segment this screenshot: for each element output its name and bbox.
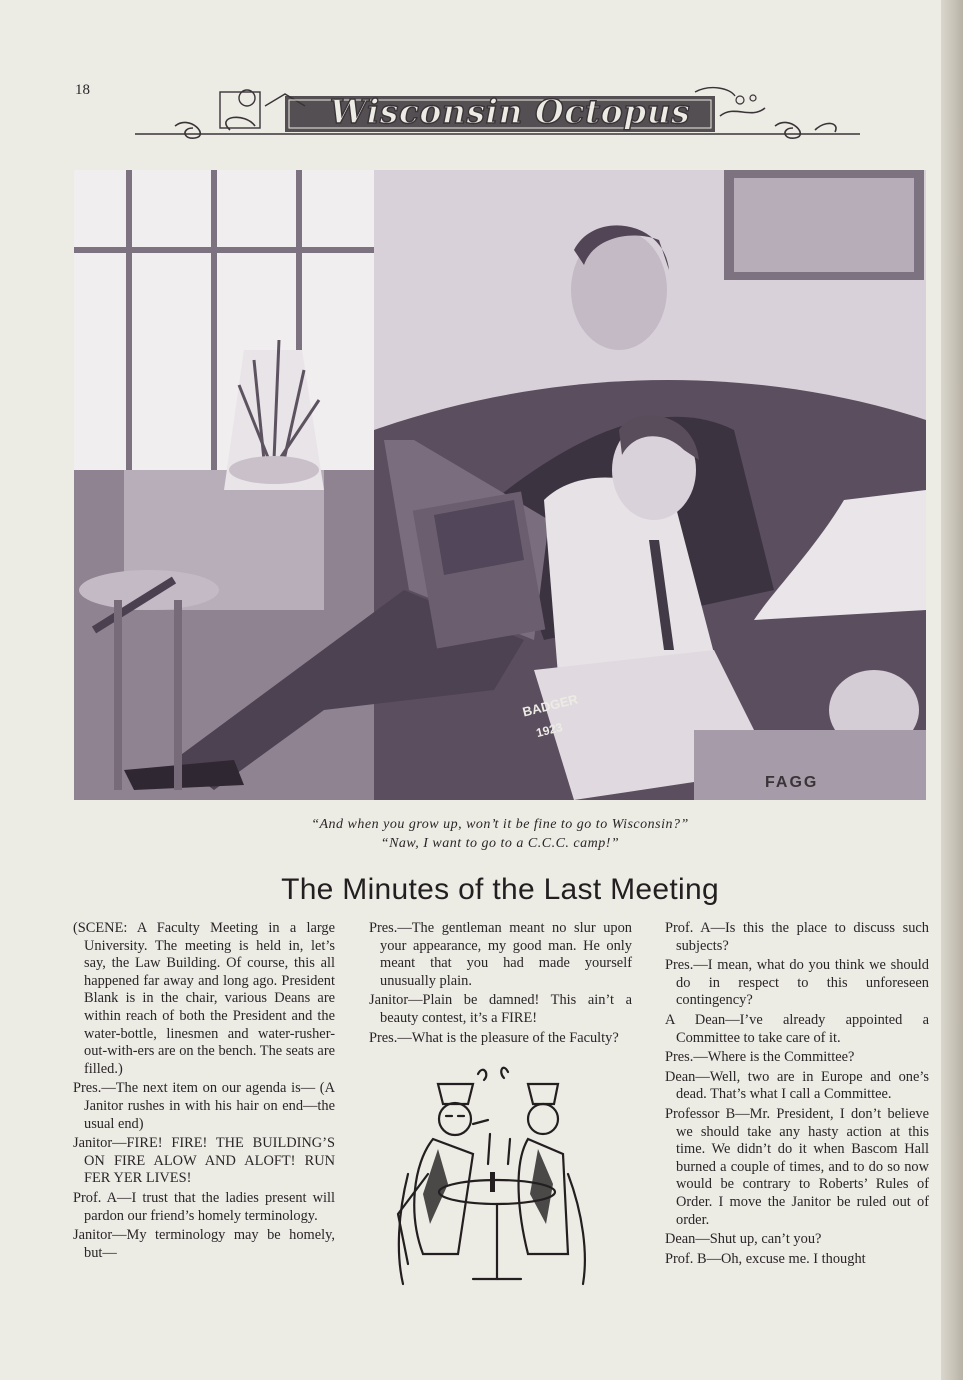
- paragraph: Dean—Shut up, can’t you?: [665, 1231, 822, 1248]
- page-number: 18: [75, 82, 90, 98]
- paragraph: Pres.—Where is the Committee?: [665, 1049, 855, 1066]
- cafe-cartoon: [378, 1064, 616, 1296]
- paragraph: Pres.—What is the pleasure of the Faculty?: [369, 1029, 619, 1046]
- father-and-son-painting: [74, 170, 926, 800]
- paragraph: Prof. A—Is this the place to discuss such subjects?: [665, 920, 929, 954]
- paragraph: A Dean—I’ve already appointed a Committee to take care of it.: [665, 1011, 929, 1046]
- paragraph: (SCENE: A Faculty Meeting in a large University. The meeting is held in, let’s say, the Law Building. Of course, this all happened far away and long ago. President Blank is in the chair, various Deans are within reach of both the President and the water-bottle, linesmen and water-rusher-out-with-ers are on the bench. The seats are filled.): [73, 920, 335, 1077]
- paragraph: Janitor—FIRE! FIRE! THE BUILDING’S ON FIRE ALOW AND ALOFT! RUN FER YER LIVES!: [73, 1135, 335, 1187]
- illustration-caption: [150, 815, 850, 853]
- page-edge-shadow: [941, 0, 963, 1380]
- paragraph: Prof. A—I trust that the ladies present will pardon our friend’s homely terminology.: [73, 1189, 335, 1224]
- paragraph: Professor B—Mr. President, I don’t believe we should take any hasty action at this time. We didn’t do it when Bascom Hall burned a couple of times, and to do so now would be contrary to Roberts’ Rules of Order. I move the Janitor be ruled out of order.: [665, 1105, 929, 1228]
- paragraph: Janitor—My terminology may be homely, but—: [73, 1227, 335, 1261]
- article-column-3: [665, 920, 929, 1270]
- book-year: 1923: [534, 719, 564, 741]
- article-column-2: [369, 920, 632, 1049]
- paragraph: Janitor—Plain be damned! This ain’t a beauty contest, it’s a FIRE!: [369, 992, 632, 1026]
- paragraph: Pres.—The next item on our agenda is— (A Janitor rushes in with his hair on end—the usual end): [73, 1080, 335, 1132]
- article-headline: The Minutes of the Last Meeting: [281, 873, 719, 906]
- two-men-at-table-drawing: [378, 1064, 616, 1296]
- caption-line-1: “And when you grow up, won’t it be fine to go to Wisconsin?”: [311, 817, 689, 832]
- caption-line-2: “Naw, I want to go to a C.C.C. camp!”: [380, 836, 620, 851]
- masthead: [135, 86, 860, 142]
- cover-illustration: [74, 170, 926, 800]
- article-column-1: [73, 920, 335, 1264]
- paragraph: Pres.—The gentleman meant no slur upon your appearance, my good man. He only meant that you had made yourself unusually plain.: [369, 920, 632, 989]
- masthead-title: Wisconsin Octopus: [329, 92, 691, 131]
- artist-signature: FAGG: [765, 774, 819, 791]
- paragraph: Prof. B—Oh, excuse me. I thought: [665, 1250, 866, 1267]
- paragraph: Dean—Well, two are in Europe and one’s dead. That’s what I call a Committee.: [665, 1068, 929, 1103]
- paragraph: Pres.—I mean, what do you think we should do in respect to this unforeseen contingency?: [665, 957, 929, 1009]
- book-title: BADGER: [521, 691, 580, 720]
